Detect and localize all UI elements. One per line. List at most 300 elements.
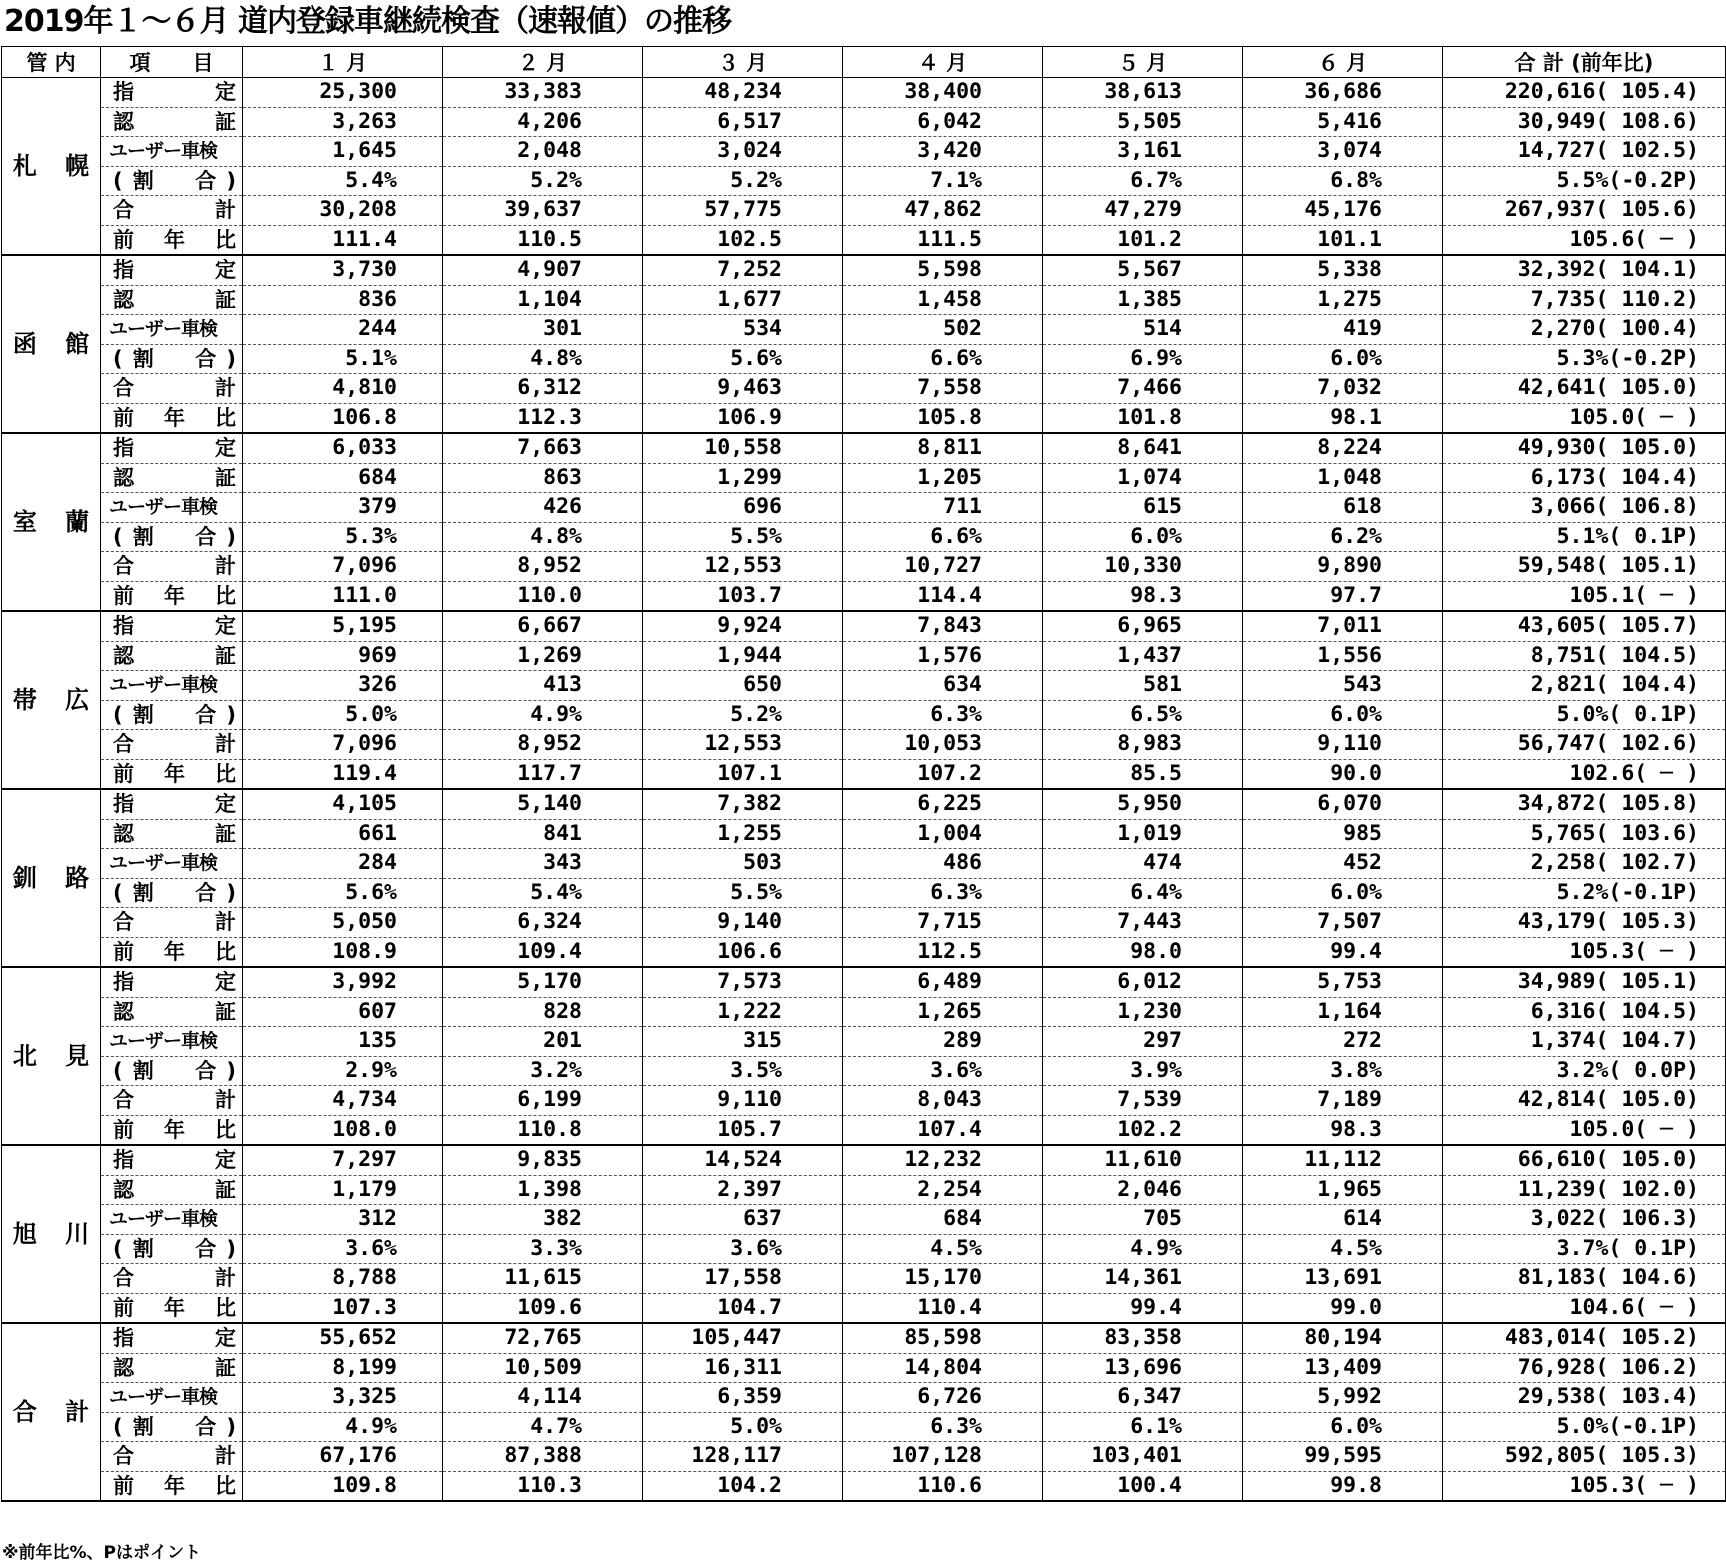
month-cell: 696 — [643, 493, 843, 523]
month-cell: 110.5 — [443, 225, 643, 255]
month-cell: 5,170 — [443, 967, 643, 997]
month-cell: 109.6 — [443, 1293, 643, 1323]
month-cell: 10,330 — [1043, 552, 1243, 582]
month-cell: 4,206 — [443, 107, 643, 137]
region-name: 旭 川 — [2, 1145, 101, 1323]
month-cell: 1,385 — [1043, 285, 1243, 315]
month-cell: 1,556 — [1243, 641, 1443, 671]
month-cell: 1,048 — [1243, 463, 1443, 493]
month-cell: 9,463 — [643, 374, 843, 404]
month-cell: 10,727 — [843, 552, 1043, 582]
table-row — [2, 374, 1726, 404]
month-cell: 72,765 — [443, 1323, 643, 1353]
month-cell: 9,110 — [643, 1086, 843, 1116]
month-cell: 1,004 — [843, 819, 1043, 849]
total-cell: 42,641( 105.0) — [1443, 374, 1726, 404]
header-month-1: １ 月 — [243, 47, 443, 78]
month-cell: 107.3 — [243, 1293, 443, 1323]
month-cell: 6.3% — [843, 700, 1043, 730]
month-cell: 99.4 — [1043, 1293, 1243, 1323]
month-cell: 297 — [1043, 1027, 1243, 1057]
month-cell: 7,539 — [1043, 1086, 1243, 1116]
month-cell: 637 — [643, 1205, 843, 1235]
month-cell: 10,053 — [843, 730, 1043, 760]
month-cell: 98.3 — [1043, 581, 1243, 611]
month-cell: 107.4 — [843, 1115, 1043, 1145]
month-cell: 9,835 — [443, 1145, 643, 1175]
total-cell: 7,735( 110.2) — [1443, 285, 1726, 315]
month-cell: 1,104 — [443, 285, 643, 315]
month-cell: 6,726 — [843, 1383, 1043, 1413]
region-name: 釧 路 — [2, 789, 101, 967]
table-row — [2, 196, 1726, 226]
month-cell: 6.1% — [1043, 1412, 1243, 1442]
table-row — [2, 552, 1726, 582]
total-cell: 102.6( ─ ) — [1443, 759, 1726, 789]
table-row — [2, 819, 1726, 849]
total-cell: 34,872( 105.8) — [1443, 789, 1726, 819]
total-cell: 2,821( 104.4) — [1443, 671, 1726, 701]
month-cell: 6,312 — [443, 374, 643, 404]
item-label: 合 計 — [101, 908, 243, 938]
month-cell: 110.6 — [843, 1471, 1043, 1501]
month-cell: 6,033 — [243, 433, 443, 463]
month-cell: 1,437 — [1043, 641, 1243, 671]
total-cell: 267,937( 105.6) — [1443, 196, 1726, 226]
item-label: 認 証 — [101, 107, 243, 137]
month-cell: 33,383 — [443, 78, 643, 108]
region-name: 函 館 — [2, 255, 101, 433]
month-cell: 7.1% — [843, 166, 1043, 196]
month-cell: 6.3% — [843, 878, 1043, 908]
month-cell: 109.8 — [243, 1471, 443, 1501]
month-cell: 47,862 — [843, 196, 1043, 226]
month-cell: 4,105 — [243, 789, 443, 819]
item-label: ユーザー車検 — [101, 1205, 243, 1235]
total-cell: 6,316( 104.5) — [1443, 997, 1726, 1027]
total-cell: 3.2%( 0.0P) — [1443, 1056, 1726, 1086]
month-cell: 102.5 — [643, 225, 843, 255]
header-month-4: ４ 月 — [843, 47, 1043, 78]
month-cell: 39,637 — [443, 196, 643, 226]
month-cell: 705 — [1043, 1205, 1243, 1235]
item-label: 認 証 — [101, 1175, 243, 1205]
month-cell: 1,944 — [643, 641, 843, 671]
month-cell: 30,208 — [243, 196, 443, 226]
item-label: 前 年 比 — [101, 225, 243, 255]
item-label: 認 証 — [101, 1353, 243, 1383]
total-cell: 3.7%( 0.1P) — [1443, 1234, 1726, 1264]
month-cell: 474 — [1043, 849, 1243, 879]
month-cell: 1,222 — [643, 997, 843, 1027]
month-cell: 102.2 — [1043, 1115, 1243, 1145]
item-label: ユーザー車検 — [101, 493, 243, 523]
table-row — [2, 137, 1726, 167]
table-row — [2, 1234, 1726, 1264]
item-label: 指 定 — [101, 611, 243, 641]
month-cell: 36,686 — [1243, 78, 1443, 108]
month-cell: 343 — [443, 849, 643, 879]
inspection-table — [1, 46, 1726, 1502]
month-cell: 502 — [843, 315, 1043, 345]
month-cell: 1,255 — [643, 819, 843, 849]
region-name: 合 計 — [2, 1323, 101, 1501]
table-row — [2, 581, 1726, 611]
month-cell: 48,234 — [643, 78, 843, 108]
month-cell: 7,252 — [643, 255, 843, 285]
month-cell: 6,667 — [443, 611, 643, 641]
total-cell: 3,066( 106.8) — [1443, 493, 1726, 523]
month-cell: 6.6% — [843, 522, 1043, 552]
month-cell: 99.0 — [1243, 1293, 1443, 1323]
month-cell: 85.5 — [1043, 759, 1243, 789]
month-cell: 3.6% — [243, 1234, 443, 1264]
month-cell: 6.0% — [1043, 522, 1243, 552]
month-cell: 534 — [643, 315, 843, 345]
month-cell: 11,615 — [443, 1264, 643, 1294]
month-cell: 618 — [1243, 493, 1443, 523]
item-label: 前 年 比 — [101, 1471, 243, 1501]
month-cell: 103,401 — [1043, 1442, 1243, 1472]
month-cell: 607 — [243, 997, 443, 1027]
total-cell: 30,949( 108.6) — [1443, 107, 1726, 137]
month-cell: 244 — [243, 315, 443, 345]
total-cell: 76,928( 106.2) — [1443, 1353, 1726, 1383]
region-name: 帯 広 — [2, 611, 101, 789]
item-label: (割 合) — [101, 878, 243, 908]
month-cell: 99.4 — [1243, 937, 1443, 967]
table-row — [2, 908, 1726, 938]
table-row — [2, 849, 1726, 879]
month-cell: 1,230 — [1043, 997, 1243, 1027]
month-cell: 4,734 — [243, 1086, 443, 1116]
month-cell: 4.9% — [1043, 1234, 1243, 1264]
item-label: 合 計 — [101, 374, 243, 404]
month-cell: 108.9 — [243, 937, 443, 967]
month-cell: 14,804 — [843, 1353, 1043, 1383]
month-cell: 684 — [843, 1205, 1043, 1235]
item-label: 合 計 — [101, 1442, 243, 1472]
month-cell: 8,952 — [443, 552, 643, 582]
month-cell: 272 — [1243, 1027, 1443, 1057]
month-cell: 8,983 — [1043, 730, 1243, 760]
item-label: ユーザー車検 — [101, 849, 243, 879]
month-cell: 7,011 — [1243, 611, 1443, 641]
item-label: 前 年 比 — [101, 937, 243, 967]
table-row — [2, 730, 1726, 760]
total-cell: 105.1( ─ ) — [1443, 581, 1726, 611]
month-cell: 103.7 — [643, 581, 843, 611]
month-cell: 6,199 — [443, 1086, 643, 1116]
month-cell: 3.8% — [1243, 1056, 1443, 1086]
total-cell: 49,930( 105.0) — [1443, 433, 1726, 463]
month-cell: 6,359 — [643, 1383, 843, 1413]
month-cell: 5,992 — [1243, 1383, 1443, 1413]
month-cell: 105.7 — [643, 1115, 843, 1145]
table-row — [2, 671, 1726, 701]
table-row — [2, 1205, 1726, 1235]
month-cell: 4,907 — [443, 255, 643, 285]
month-cell: 38,613 — [1043, 78, 1243, 108]
month-cell: 10,558 — [643, 433, 843, 463]
month-cell: 80,194 — [1243, 1323, 1443, 1353]
total-cell: 5.3%(-0.2P) — [1443, 344, 1726, 374]
month-cell: 110.3 — [443, 1471, 643, 1501]
month-cell: 7,297 — [243, 1145, 443, 1175]
month-cell: 67,176 — [243, 1442, 443, 1472]
month-cell: 7,443 — [1043, 908, 1243, 938]
table-row — [2, 78, 1726, 108]
month-cell: 14,524 — [643, 1145, 843, 1175]
item-label: ユーザー車検 — [101, 1027, 243, 1057]
month-cell: 315 — [643, 1027, 843, 1057]
month-cell: 5,195 — [243, 611, 443, 641]
month-cell: 5,050 — [243, 908, 443, 938]
month-cell: 3.6% — [843, 1056, 1043, 1086]
month-cell: 289 — [843, 1027, 1043, 1057]
month-cell: 452 — [1243, 849, 1443, 879]
month-cell: 486 — [843, 849, 1043, 879]
total-cell: 592,805( 105.3) — [1443, 1442, 1726, 1472]
item-label: 認 証 — [101, 819, 243, 849]
month-cell: 111.5 — [843, 225, 1043, 255]
month-cell: 2,046 — [1043, 1175, 1243, 1205]
month-cell: 47,279 — [1043, 196, 1243, 226]
month-cell: 108.0 — [243, 1115, 443, 1145]
month-cell: 4.8% — [443, 344, 643, 374]
total-cell: 66,610( 105.0) — [1443, 1145, 1726, 1175]
month-cell: 2.9% — [243, 1056, 443, 1086]
month-cell: 6.9% — [1043, 344, 1243, 374]
item-label: (割 合) — [101, 700, 243, 730]
month-cell: 38,400 — [843, 78, 1043, 108]
table-row — [2, 967, 1726, 997]
total-cell: 56,747( 102.6) — [1443, 730, 1726, 760]
total-cell: 5.2%(-0.1P) — [1443, 878, 1726, 908]
table-row — [2, 463, 1726, 493]
header-total: 合 計 (前年比) — [1443, 47, 1726, 78]
table-row — [2, 1353, 1726, 1383]
month-cell: 7,843 — [843, 611, 1043, 641]
month-cell: 379 — [243, 493, 443, 523]
table-row — [2, 641, 1726, 671]
month-cell: 2,254 — [843, 1175, 1043, 1205]
month-cell: 101.1 — [1243, 225, 1443, 255]
month-cell: 3.6% — [643, 1234, 843, 1264]
month-cell: 1,458 — [843, 285, 1043, 315]
month-cell: 7,558 — [843, 374, 1043, 404]
month-cell: 105,447 — [643, 1323, 843, 1353]
month-cell: 7,466 — [1043, 374, 1243, 404]
month-cell: 55,652 — [243, 1323, 443, 1353]
month-cell: 301 — [443, 315, 643, 345]
month-cell: 6.5% — [1043, 700, 1243, 730]
month-cell: 119.4 — [243, 759, 443, 789]
month-cell: 6.8% — [1243, 166, 1443, 196]
month-cell: 3.5% — [643, 1056, 843, 1086]
table-row — [2, 1086, 1726, 1116]
table-row — [2, 1412, 1726, 1442]
month-cell: 135 — [243, 1027, 443, 1057]
total-cell: 105.6( ─ ) — [1443, 225, 1726, 255]
total-cell: 104.6( ─ ) — [1443, 1293, 1726, 1323]
item-label: 指 定 — [101, 255, 243, 285]
table-row — [2, 315, 1726, 345]
month-cell: 6.7% — [1043, 166, 1243, 196]
header-month-3: ３ 月 — [643, 47, 843, 78]
table-row — [2, 878, 1726, 908]
month-cell: 106.9 — [643, 403, 843, 433]
month-cell: 9,890 — [1243, 552, 1443, 582]
table-body — [2, 78, 1726, 1502]
month-cell: 6,070 — [1243, 789, 1443, 819]
month-cell: 8,043 — [843, 1086, 1043, 1116]
item-label: 認 証 — [101, 641, 243, 671]
total-cell: 42,814( 105.0) — [1443, 1086, 1726, 1116]
month-cell: 83,358 — [1043, 1323, 1243, 1353]
month-cell: 1,645 — [243, 137, 443, 167]
month-cell: 6,965 — [1043, 611, 1243, 641]
month-cell: 5,140 — [443, 789, 643, 819]
month-cell: 7,715 — [843, 908, 1043, 938]
month-cell: 114.4 — [843, 581, 1043, 611]
month-cell: 615 — [1043, 493, 1243, 523]
total-cell: 5,765( 103.6) — [1443, 819, 1726, 849]
month-cell: 5.4% — [243, 166, 443, 196]
month-cell: 3,074 — [1243, 137, 1443, 167]
item-label: (割 合) — [101, 522, 243, 552]
month-cell: 4,114 — [443, 1383, 643, 1413]
month-cell: 5.5% — [643, 522, 843, 552]
total-cell: 220,616( 105.4) — [1443, 78, 1726, 108]
month-cell: 4.8% — [443, 522, 643, 552]
item-label: 指 定 — [101, 78, 243, 108]
month-cell: 1,269 — [443, 641, 643, 671]
month-cell: 5,416 — [1243, 107, 1443, 137]
month-cell: 841 — [443, 819, 643, 849]
month-cell: 1,677 — [643, 285, 843, 315]
month-cell: 110.4 — [843, 1293, 1043, 1323]
month-cell: 101.2 — [1043, 225, 1243, 255]
month-cell: 5.0% — [643, 1412, 843, 1442]
item-label: (割 合) — [101, 166, 243, 196]
month-cell: 650 — [643, 671, 843, 701]
table-row — [2, 285, 1726, 315]
month-cell: 5.0% — [243, 700, 443, 730]
month-cell: 10,509 — [443, 1353, 643, 1383]
month-cell: 1,179 — [243, 1175, 443, 1205]
month-cell: 5,338 — [1243, 255, 1443, 285]
month-cell: 5.5% — [643, 878, 843, 908]
month-cell: 6,489 — [843, 967, 1043, 997]
table-row — [2, 1027, 1726, 1057]
month-cell: 413 — [443, 671, 643, 701]
item-label: 認 証 — [101, 463, 243, 493]
month-cell: 6,347 — [1043, 1383, 1243, 1413]
month-cell: 12,553 — [643, 730, 843, 760]
month-cell: 25,300 — [243, 78, 443, 108]
month-cell: 11,610 — [1043, 1145, 1243, 1175]
item-label: 合 計 — [101, 1086, 243, 1116]
month-cell: 3,730 — [243, 255, 443, 285]
month-cell: 11,112 — [1243, 1145, 1443, 1175]
table-row — [2, 1293, 1726, 1323]
month-cell: 3,161 — [1043, 137, 1243, 167]
month-cell: 614 — [1243, 1205, 1443, 1235]
header-month-2: ２ 月 — [443, 47, 643, 78]
table-row — [2, 166, 1726, 196]
month-cell: 6.0% — [1243, 344, 1443, 374]
month-cell: 1,398 — [443, 1175, 643, 1205]
month-cell: 6,012 — [1043, 967, 1243, 997]
item-label: ユーザー車検 — [101, 137, 243, 167]
month-cell: 112.5 — [843, 937, 1043, 967]
month-cell: 8,811 — [843, 433, 1043, 463]
total-cell: 29,538( 103.4) — [1443, 1383, 1726, 1413]
month-cell: 1,275 — [1243, 285, 1443, 315]
footnote: ※前年比%、Pはポイント — [2, 1543, 202, 1563]
month-cell: 104.7 — [643, 1293, 843, 1323]
month-cell: 6.0% — [1243, 878, 1443, 908]
month-cell: 4.7% — [443, 1412, 643, 1442]
item-label: 合 計 — [101, 552, 243, 582]
month-cell: 7,663 — [443, 433, 643, 463]
total-cell: 43,179( 105.3) — [1443, 908, 1726, 938]
month-cell: 6.6% — [843, 344, 1043, 374]
month-cell: 969 — [243, 641, 443, 671]
month-cell: 1,205 — [843, 463, 1043, 493]
month-cell: 426 — [443, 493, 643, 523]
table-row — [2, 433, 1726, 463]
month-cell: 5,753 — [1243, 967, 1443, 997]
month-cell: 13,696 — [1043, 1353, 1243, 1383]
month-cell: 9,140 — [643, 908, 843, 938]
item-label: 認 証 — [101, 997, 243, 1027]
month-cell: 6,324 — [443, 908, 643, 938]
month-cell: 419 — [1243, 315, 1443, 345]
month-cell: 110.8 — [443, 1115, 643, 1145]
month-cell: 7,032 — [1243, 374, 1443, 404]
month-cell: 3,420 — [843, 137, 1043, 167]
month-cell: 6,225 — [843, 789, 1043, 819]
item-label: ユーザー車検 — [101, 315, 243, 345]
total-cell: 81,183( 104.6) — [1443, 1264, 1726, 1294]
month-cell: 12,232 — [843, 1145, 1043, 1175]
month-cell: 581 — [1043, 671, 1243, 701]
table-row — [2, 1442, 1726, 1472]
table-row — [2, 1115, 1726, 1145]
total-cell: 14,727( 102.5) — [1443, 137, 1726, 167]
month-cell: 6.3% — [843, 1412, 1043, 1442]
table-row — [2, 107, 1726, 137]
month-cell: 3.9% — [1043, 1056, 1243, 1086]
month-cell: 99,595 — [1243, 1442, 1443, 1472]
month-cell: 503 — [643, 849, 843, 879]
month-cell: 15,170 — [843, 1264, 1043, 1294]
header-row — [2, 47, 1726, 78]
month-cell: 98.0 — [1043, 937, 1243, 967]
month-cell: 8,224 — [1243, 433, 1443, 463]
table-row — [2, 255, 1726, 285]
item-label: 前 年 比 — [101, 581, 243, 611]
month-cell: 112.3 — [443, 403, 643, 433]
month-cell: 3.3% — [443, 1234, 643, 1264]
month-cell: 107,128 — [843, 1442, 1043, 1472]
header-region: 管 内 — [2, 47, 101, 78]
month-cell: 12,553 — [643, 552, 843, 582]
month-cell: 7,189 — [1243, 1086, 1443, 1116]
month-cell: 2,397 — [643, 1175, 843, 1205]
